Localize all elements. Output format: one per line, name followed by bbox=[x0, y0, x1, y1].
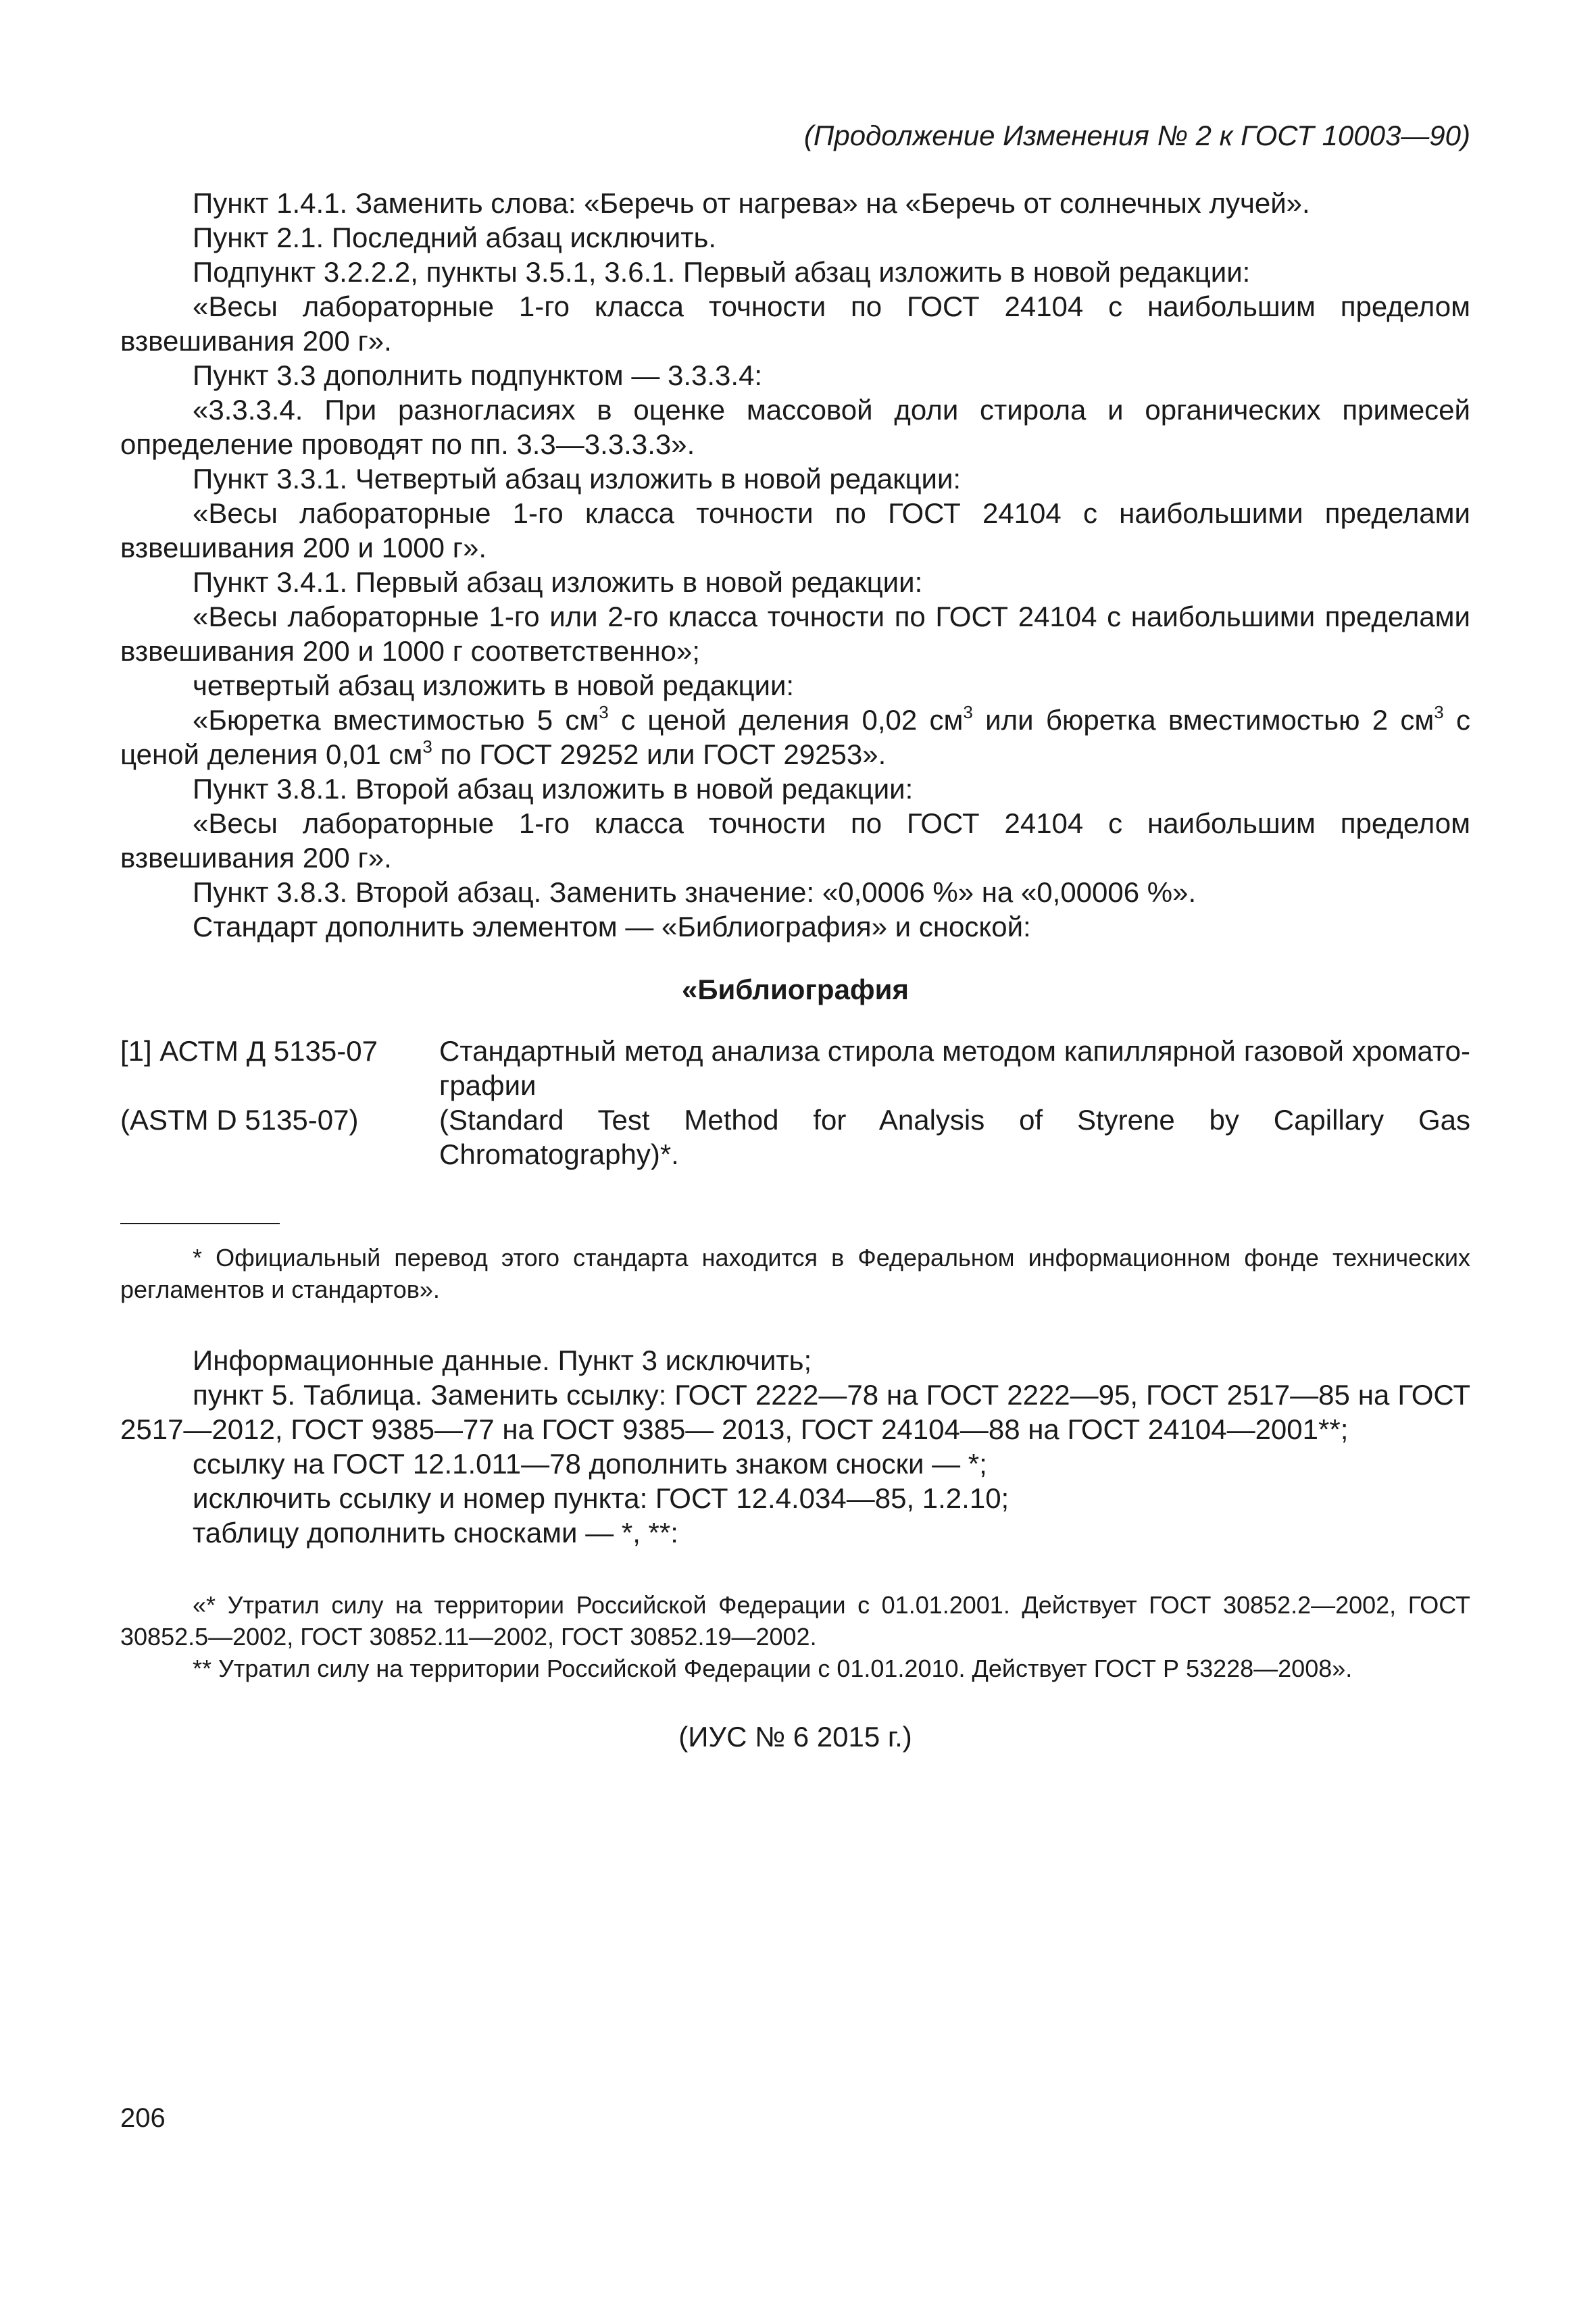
paragraph: Пункт 3.8.1. Второй абзац изложить в новой редакции: bbox=[193, 773, 914, 805]
paragraph: Подпункт 3.2.2.2, пункты 3.5.1, 3.6.1. Первый абзац изложить в новой редакции: bbox=[193, 256, 1251, 288]
table-footnotes bbox=[120, 1589, 1470, 1684]
bibliography-ref: [1] АСТМ Д 5135-07 bbox=[120, 1035, 378, 1067]
text-run: «Бюретка вместимостью 5 см bbox=[193, 704, 599, 736]
paragraph: четвертый абзац изложить в новой редакции: bbox=[193, 670, 795, 701]
superscript: 3 bbox=[1434, 702, 1444, 722]
ius-reference: (ИУС № 6 2015 г.) bbox=[678, 1721, 912, 1753]
paragraph: Пункт 3.4.1. Первый абзац изложить в новой редакции: bbox=[193, 566, 923, 598]
paragraph: «Весы лабораторные 1-го или 2-го класса точности по ГОСТ 24104 с наибольшими пределами взвешивания 200 и 1000 г соответственно»; bbox=[120, 601, 1470, 667]
paragraph: «Весы лабораторные 1-го класса точности по ГОСТ 24104 с наибольшим пределом взвешивания 200 г». bbox=[120, 807, 1470, 874]
paragraph: Пункт 3.8.3. Второй абзац. Заменить значение: «0,0006 %» на «0,00006 %». bbox=[193, 876, 1197, 908]
superscript: 3 bbox=[963, 702, 973, 722]
bibliography-row bbox=[120, 1034, 1470, 1103]
footnote: ** Утратил силу на территории Российской Федерации с 01.01.2010. Действует ГОСТ Р 53228—2008». bbox=[193, 1655, 1353, 1682]
paragraph: «3.3.3.4. При разногласиях в оценке массовой доли стирола и органических примесей определение проводят по пп. 3.3—3.3.3.3». bbox=[120, 394, 1470, 460]
superscript: 3 bbox=[422, 736, 432, 757]
bibliography-desc: Стандартный метод анализа стирола методом капиллярной газовой хроматографии bbox=[439, 1035, 1470, 1101]
text-run: с ценой деления 0,01 см bbox=[120, 704, 1471, 770]
paragraph: Информационные данные. Пункт 3 исключить; bbox=[193, 1344, 812, 1376]
paragraph: таблицу дополнить сносками — *, **: bbox=[193, 1517, 678, 1549]
superscript: 3 bbox=[599, 702, 609, 722]
page-header: (Продолжение Изменения № 2 к ГОСТ 10003—90) bbox=[803, 120, 1470, 151]
paragraph: Пункт 2.1. Последний абзац исключить. bbox=[193, 222, 716, 253]
bibliography-ref: (ASTM D 5135-07) bbox=[120, 1104, 359, 1136]
bibliography-title: «Библиография bbox=[682, 974, 909, 1005]
footnote-separator bbox=[120, 1223, 280, 1224]
text-run: или бюретка вместимостью 2 см bbox=[972, 704, 1435, 736]
page-number: 206 bbox=[120, 2103, 166, 2133]
bibliography-row bbox=[120, 1103, 1470, 1172]
paragraph: «Весы лабораторные 1-го класса точности по ГОСТ 24104 с наибольшим пределом взвешивания 200 г». bbox=[120, 291, 1470, 357]
paragraph: исключить ссылку и номер пункта: ГОСТ 12.4.034—85, 1.2.10; bbox=[193, 1482, 1009, 1514]
paragraph: Стандарт дополнить элементом — «Библиография» и сноской: bbox=[193, 911, 1031, 942]
info-section bbox=[120, 1343, 1470, 1550]
text-run: по ГОСТ 29252 или ГОСТ 29253». bbox=[432, 738, 887, 770]
paragraph: «Весы лабораторные 1-го класса точности по ГОСТ 24104 с наибольшими пределами взвешивания 200 и 1000 г». bbox=[120, 497, 1470, 563]
paragraph: Пункт 3.3.1. Четвертый абзац изложить в новой редакции: bbox=[193, 463, 962, 495]
paragraph: Пункт 3.3 дополнить подпунктом — 3.3.3.4: bbox=[193, 359, 763, 391]
document-body bbox=[120, 186, 1470, 1754]
paragraph: пункт 5. Таблица. Заменить ссылку: ГОСТ 2222—78 на ГОСТ 2222—95, ГОСТ 2517—85 на ГОСТ 2517—2012, ГОСТ 9385—77 на ГОСТ 9385— 2013, ГОСТ 24104—88 на ГОСТ 24104—2001**; bbox=[120, 1379, 1470, 1445]
bibliography-desc: (Standard Test Method for Analysis of Styrene by Capillary Gas Chromatography)*. bbox=[439, 1104, 1470, 1170]
footnote: «* Утратил силу на территории Российской Федерации с 01.01.2001. Действует ГОСТ 30852.2—2002, ГОСТ 30852.5—2002, ГОСТ 30852.11—2002, ГОСТ 30852.19—2002. bbox=[120, 1591, 1470, 1651]
footnote: * Официальный перевод этого стандарта находится в Федеральном информационном фонде технических регламентов и стандартов». bbox=[120, 1244, 1470, 1303]
burette-paragraph bbox=[120, 703, 1470, 772]
paragraph: ссылку на ГОСТ 12.1.011—78 дополнить знаком сноски — *; bbox=[193, 1448, 987, 1480]
paragraph: Пункт 1.4.1. Заменить слова: «Беречь от нагрева» на «Беречь от солнечных лучей». bbox=[193, 187, 1310, 219]
text-run: с ценой деления 0,02 см bbox=[608, 704, 964, 736]
